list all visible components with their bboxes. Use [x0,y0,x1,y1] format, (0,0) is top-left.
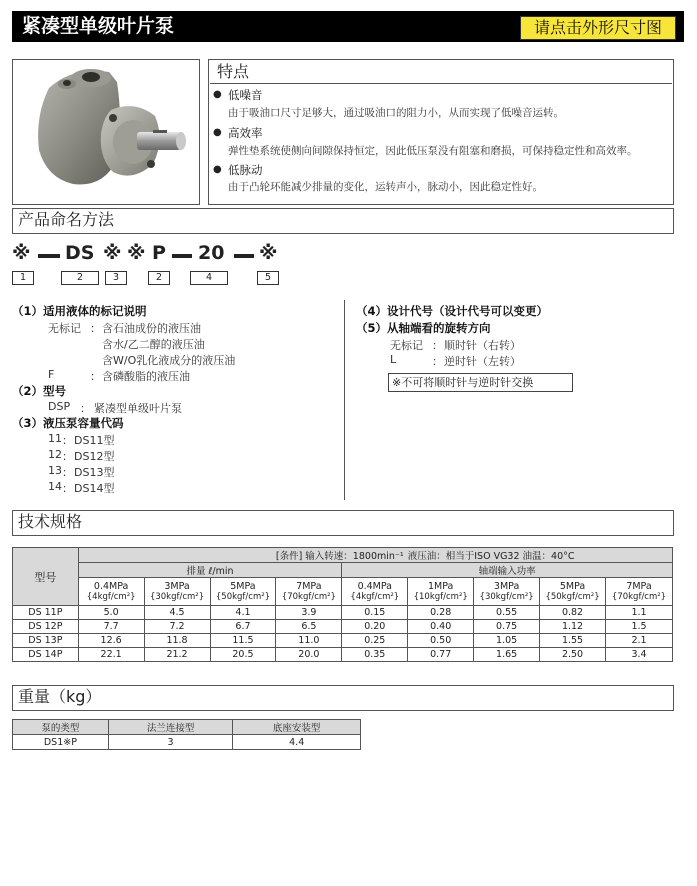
bullet-icon: ● [213,164,222,175]
weight-type-cell: DS1※P [13,735,109,750]
naming-s3-val: DS13型 [74,466,115,479]
naming-s2-val: 紧凑型单级叶片泵 [94,402,182,415]
weight-flange-cell: 3 [108,735,233,750]
spec-cell: 1.12 [540,620,606,634]
spec-col-header: 7MPa {70kgf/cm²} [606,578,673,606]
naming-s2-title: （2）型号 [12,384,67,398]
code-dash [172,254,192,258]
spec-col-header: 5MPa {50kgf/cm²} [540,578,606,606]
naming-s4-title: （4）设计代号（设计代号可以变更） [356,304,548,318]
spec-col-header: 5MPa {50kgf/cm²} [210,578,276,606]
naming-s1-val: 含W/O乳化液成分的液压油 [102,354,236,367]
weight-table [12,719,361,750]
code-part-7: ※ [259,242,278,264]
naming-column-divider [344,300,345,500]
naming-s3-sep: ： [62,482,73,495]
code-index-box: 2 [61,271,99,285]
spec-col-header: 7MPa {70kgf/cm²} [276,578,342,606]
spec-col-header: 0.4MPa {4kgf/cm²} [342,578,408,606]
spec-cell: 2.1 [606,634,673,648]
naming-s3-title: （3）液压泵容量代码 [12,416,124,430]
spec-cell: 12.6 [78,634,144,648]
rotation-note: ※不可将顺时针与逆时针交换 [388,373,573,392]
naming-s1-key: F [48,368,55,381]
naming-s1-sep: ： [90,322,101,335]
spec-model-cell: DS 13P [13,634,79,648]
spec-table [12,547,673,662]
code-index-box: 3 [105,271,127,285]
code-part-3: ※ [103,242,122,264]
feature-desc: 由于吸油口尺寸足够大，通过吸油口的阻力小，从而实现了低噪音运转。 [228,107,564,119]
spec-cell: 1.05 [474,634,540,648]
specs-section-header [12,510,674,536]
spec-col-header: 0.4MPa {4kgf/cm²} [78,578,144,606]
code-part-ds: DS [65,242,95,264]
spec-cell: 0.55 [474,606,540,620]
spec-cell: 1.55 [540,634,606,648]
dimension-drawing-link[interactable]: 请点击外形尺寸图 [520,16,676,40]
features-header-rule [210,61,672,84]
feature-label: 低噪音 [228,88,263,102]
naming-s5-val: 逆时针（左转） [444,355,521,368]
spec-cell: 4.5 [144,606,210,620]
spec-cell: 1.5 [606,620,673,634]
spec-cell: 0.77 [408,648,474,662]
spec-cell: 0.35 [342,648,408,662]
table-row [13,606,673,620]
spec-cell: 22.1 [78,648,144,662]
spec-cell: 0.82 [540,606,606,620]
code-part-20: 20 [198,242,225,264]
spec-cell: 20.5 [210,648,276,662]
naming-s1-key: 无标记 [48,322,81,335]
features-title: 特点 [217,62,250,81]
naming-s3-key: 14 [48,480,62,493]
spec-cell: 3.4 [606,648,673,662]
spec-cell: 1.65 [474,648,540,662]
feature-label: 高效率 [228,126,263,140]
spec-cell: 6.7 [210,620,276,634]
spec-model-cell: DS 11P [13,606,79,620]
naming-s5-title: （5）从轴端看的旋转方向 [356,321,491,335]
code-index-box: 2 [148,271,170,285]
spec-condition-a: [条件] 输入转速：1800min⁻¹ [78,548,408,563]
specs-title: 技术规格 [18,512,83,531]
naming-s3-val: DS12型 [74,450,115,463]
table-row [13,634,673,648]
naming-s3-key: 11 [48,432,62,445]
spec-cell: 3.9 [276,606,342,620]
spec-col-header: 3MPa {30kgf/cm²} [144,578,210,606]
naming-s5-sep: ： [432,355,443,368]
spec-cell: 4.1 [210,606,276,620]
code-dash [38,254,60,258]
naming-s3-sep: ： [62,450,73,463]
weight-header-cell: 法兰连接型 [108,720,233,735]
table-row [13,648,673,662]
weight-title: 重量（kg） [18,687,102,706]
code-index-box: 4 [190,271,228,285]
spec-cell: 0.50 [408,634,474,648]
naming-s5-val: 顺时针（右转） [444,339,521,352]
spec-cell: 0.40 [408,620,474,634]
spec-col-header: 3MPa {30kgf/cm²} [474,578,540,606]
weight-section-header [12,685,674,711]
naming-s3-sep: ： [62,434,73,447]
bullet-icon: ● [213,127,222,138]
weight-header-cell: 底座安装型 [233,720,361,735]
naming-s5-sep: ： [432,339,443,352]
spec-cell: 11.5 [210,634,276,648]
feature-desc: 弹性垫系统使侧向间隙保持恒定，因此低压泵没有阻塞和磨损，可保持稳定性和高效率。 [228,145,638,157]
code-dash [234,254,254,258]
naming-s3-val: DS14型 [74,482,115,495]
naming-s1-title: （1）适用液体的标记说明 [12,304,147,318]
weight-header-cell: 泵的类型 [13,720,109,735]
table-row [13,735,361,750]
page-title: 紧凑型单级叶片泵 [22,15,175,37]
spec-cell: 0.20 [342,620,408,634]
spec-cell: 0.28 [408,606,474,620]
naming-s1-val: 含磷酸脂的液压油 [102,370,190,383]
spec-cell: 0.25 [342,634,408,648]
spec-cell: 11.0 [276,634,342,648]
spec-cell: 21.2 [144,648,210,662]
spec-cell: 6.5 [276,620,342,634]
code-part-p: P [152,242,166,264]
spec-cell: 7.7 [78,620,144,634]
naming-s5-key: 无标记 [390,339,423,352]
weight-base-cell: 4.4 [233,735,361,750]
table-row [13,620,673,634]
spec-cell: 0.15 [342,606,408,620]
naming-title: 产品命名方法 [18,210,115,229]
naming-s1-sep: ： [90,370,101,383]
naming-s3-key: 13 [48,464,62,477]
naming-s5-key: L [390,353,397,366]
naming-s3-sep: ： [62,466,73,479]
spec-model-cell: DS 12P [13,620,79,634]
naming-s3-val: DS11型 [74,434,115,447]
code-part-1: ※ [12,242,31,264]
spec-col-header: 1MPa {10kgf/cm²} [408,578,474,606]
code-part-4: ※ [127,242,146,264]
code-index-box: 5 [257,271,279,285]
spec-condition-b: 液压油：相当于ISO VG32 油温：40°C [408,548,673,563]
spec-cell: 7.2 [144,620,210,634]
vane-pump-image [13,60,199,204]
spec-cell: 1.1 [606,606,673,620]
naming-s2-key: DSP [48,400,71,413]
spec-cell: 0.75 [474,620,540,634]
naming-s2-sep: ： [80,402,91,415]
feature-label: 低脉动 [228,163,263,177]
spec-header-model: 型号 [13,548,79,606]
spec-power-header: 轴端输入功率 [342,563,673,578]
feature-desc: 由于凸轮环能减少排量的变化，运转声小，脉动小，因此稳定性好。 [228,181,543,193]
naming-s1-val: 含水/乙二醇的液压油 [102,338,205,351]
product-photo [12,59,200,205]
spec-model-cell: DS 14P [13,648,79,662]
spec-cell: 2.50 [540,648,606,662]
spec-cell: 5.0 [78,606,144,620]
spec-displacement-header: 排量 ℓ/min [78,563,342,578]
spec-cell: 11.8 [144,634,210,648]
spec-cell: 20.0 [276,648,342,662]
code-index-box: 1 [12,271,34,285]
naming-s3-key: 12 [48,448,62,461]
naming-s1-val: 含石油成份的液压油 [102,322,201,335]
bullet-icon: ● [213,89,222,100]
